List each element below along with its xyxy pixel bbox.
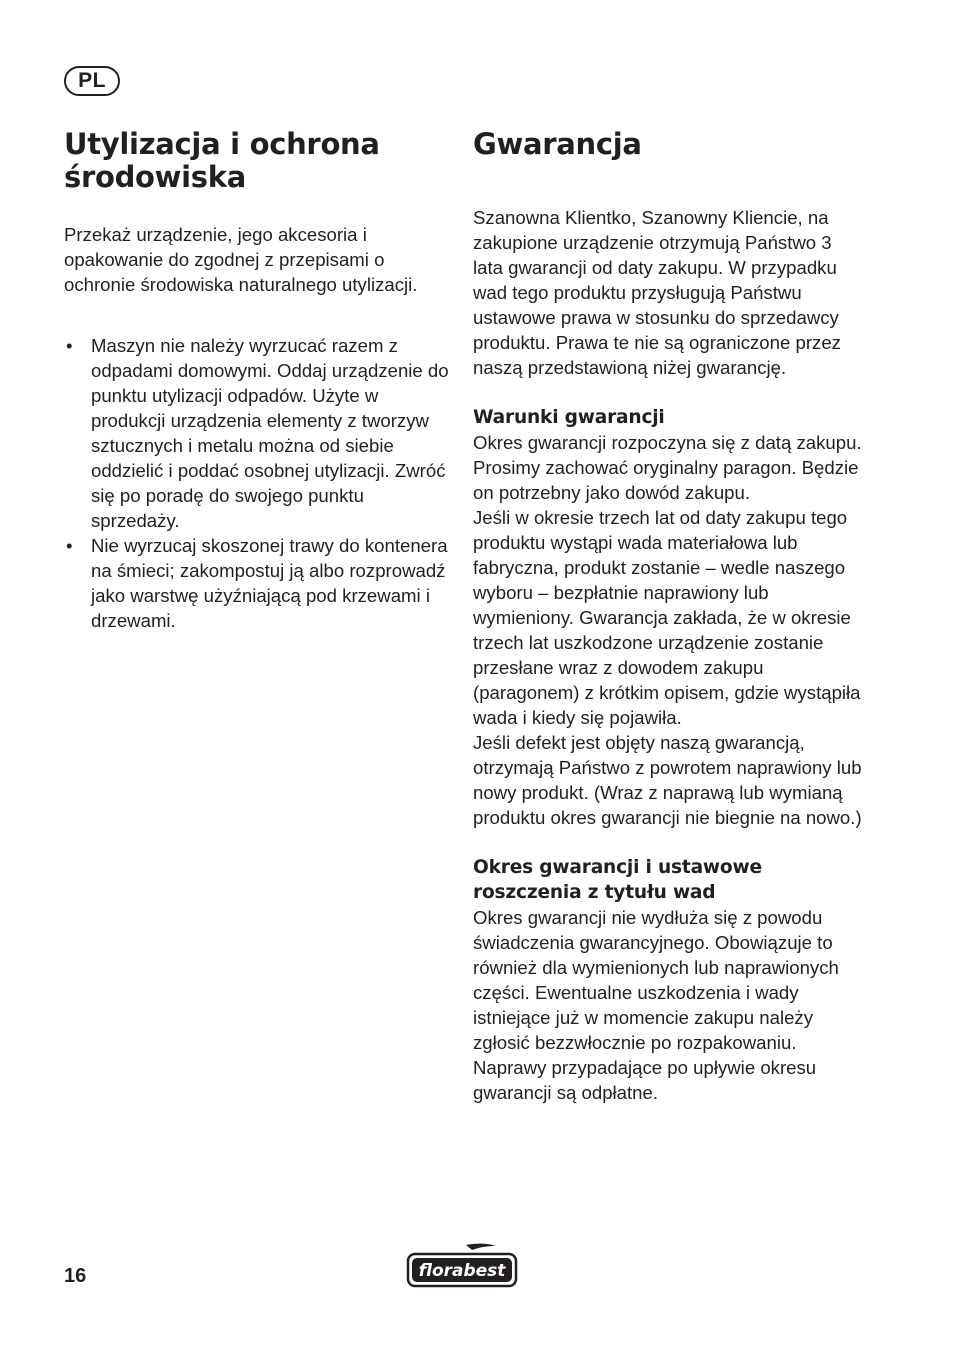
warranty-conditions-paragraph: Jeśli defekt jest objęty naszą gwarancją, otrzymają Państwo z powrotem naprawiony lub nowy produkt. (Wraz z naprawą lub wymianą produktu okres gwarancji nie biegnie na nowo.): [473, 732, 862, 828]
florabest-logo: [406, 1242, 518, 1288]
warranty-period-paragraph: Okres gwarancji nie wydłuża się z powodu świadczenia gwarancyjnego. Obowiązuje to również dla wymienionych lub naprawionych części. Ewentualne uszkodzenia i wady istniejące już w momencie zakupu należy zgłosić bezzwłocznie po rozpakowaniu. Naprawy przypadające po upływie okresu gwarancji są odpłatne.: [473, 907, 839, 1103]
warranty-conditions-heading: Warunki gwarancji: [473, 407, 665, 428]
warranty-intro: Szanowna Klientko, Szanowny Kliencie, na zakupione urządzenie otrzymują Państwo 3 lata gwarancji od daty zakupu. W przypadku wad tego produktu przysługują Państwu ustawowe prawa w stosunku do sprzedawcy produktu. Prawa te nie są ograniczone przez naszą przedstawioną niżej gwarancję.: [473, 207, 841, 378]
warranty-period-heading: Okres gwarancji i ustawowe roszczenia z tytułu wad: [473, 857, 762, 903]
bullet-icon: •: [66, 335, 73, 356]
page-number: 16: [64, 1265, 87, 1287]
warranty-conditions-paragraph: Jeśli w okresie trzech lat od daty zakupu tego produktu wystąpi wada materiałowa lub fabryczna, produkt zostanie – wedle naszego wyboru – bezpłatnie naprawiony lub wymieniony. Gwarancja zakłada, że w okresie trzech lat uszkodzone urządzenie zostanie przesłane wraz z dowodem zakupu (paragonem) z krótkim opisem, gdzie wystąpiła wada i kiedy się pojawiła.: [473, 507, 861, 728]
bullet-icon: •: [66, 535, 73, 556]
disposal-intro: Przekaż urządzenie, jego akcesoria i opakowanie do zgodnej z przepisami o ochronie środowiska naturalnego utylizacji.: [64, 224, 418, 295]
warranty-conditions-section: [473, 405, 865, 830]
disposal-title: [64, 128, 456, 194]
language-badge: PL: [64, 66, 120, 96]
warranty-conditions-paragraph: Okres gwarancji rozpoczyna się z datą zakupu. Prosimy zachować oryginalny paragon. Będzie on potrzebny jako dowód zakupu.: [473, 432, 862, 503]
warranty-period-section: [473, 855, 865, 1105]
disposal-column: [64, 124, 456, 633]
logo-text: florabest: [418, 1261, 506, 1281]
list-item: [64, 333, 456, 533]
list-item-text: Maszyn nie należy wyrzucać razem z odpadami domowymi. Oddaj urządzenie do punktu utylizacji odpadów. Użyte w produkcji urządzenia elementy z tworzyw sztucznych i metalu można od siebie oddzielić i poddać osobnej utylizacji. Zwróć się po poradę do swojego punktu sprzedaży.: [91, 335, 449, 531]
list-item-text: Nie wyrzucaj skoszonej trawy do kontenera na śmieci; zakompostuj ją albo rozprowadź jako warstwę użyźniającą pod krzewami i drzewami.: [91, 535, 448, 631]
disposal-bullet-list: [64, 333, 456, 633]
warranty-title: Gwarancja: [473, 127, 642, 161]
disposal-title-text: Utylizacja i ochrona środowiska: [64, 127, 380, 194]
warranty-column: [473, 124, 865, 1105]
list-item: [64, 533, 456, 633]
